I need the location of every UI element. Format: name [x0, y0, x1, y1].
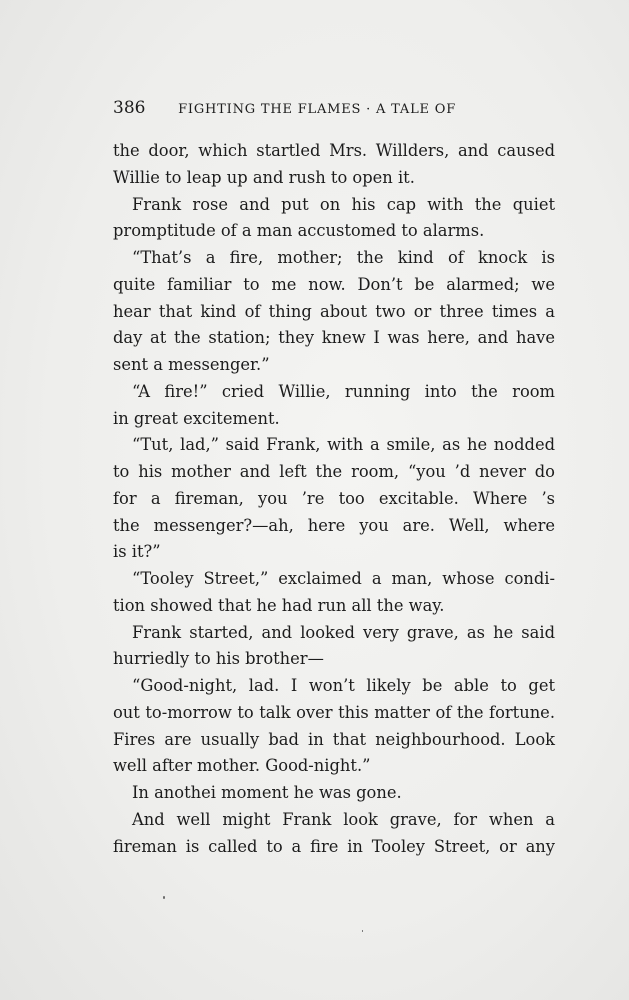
text-line: the messenger?—ah, here you are. Well, where	[113, 515, 555, 535]
text-line: day at the station; they knew I was here, and have	[113, 328, 555, 348]
text-line: hear that kind of thing about two or three times a	[113, 301, 555, 321]
text-line: fireman is called to a fire in Tooley Street, or any	[113, 836, 555, 856]
text-line: out to-morrow to talk over this matter of the fortune.	[113, 702, 555, 722]
text-line: “A fire!” cried Willie, running into the room	[132, 381, 555, 401]
text-line: promptitude of a man accustomed to alarms.	[113, 221, 485, 241]
paper-speck	[163, 896, 165, 899]
text-line: Frank rose and put on his cap with the quiet	[132, 194, 555, 214]
text-line: well after mother. Good-night.”	[113, 756, 371, 776]
text-line: “That’s a fire, mother; the kind of knock is	[132, 248, 555, 267]
text-line: sent a messenger.”	[113, 355, 270, 374]
text-line: for a fireman, you ’re too excitable. Where ’s	[113, 488, 555, 508]
body-text	[113, 138, 555, 860]
text-line: to his mother and left the room, “you ’d never do	[113, 462, 555, 481]
text-line: Willie to leap up and rush to open it.	[113, 167, 415, 187]
text-line: hurriedly to his brother—	[113, 649, 324, 669]
text-line: “Tooley Street,” exclaimed a man, whose condi-	[132, 569, 555, 588]
text-line: Frank started, and looked very grave, as he said	[132, 622, 555, 642]
text-line: the door, which startled Mrs. Willders, and caused	[113, 141, 555, 160]
text-line: tion showed that he had run all the way.	[113, 595, 445, 615]
text-line: “Good-night, lad. I won’t likely be able to get	[132, 676, 555, 695]
page-number: 386	[113, 98, 146, 118]
text-line: And well might Frank look grave, for when a	[132, 809, 555, 829]
text-line: in great excitement.	[113, 408, 280, 428]
text-line: In anothei moment he was gone.	[132, 783, 402, 802]
text-line: quite familiar to me now. Don’t be alarmed; we	[113, 274, 555, 294]
text-line: “Tut, lad,” said Frank, with a smile, as he nodded	[132, 435, 555, 455]
text-line: Fires are usually bad in that neighbourhood. Look	[113, 729, 555, 749]
paper-speck	[362, 930, 363, 932]
text-line: is it?”	[113, 542, 161, 562]
page-header	[113, 96, 563, 120]
running-head: FIGHTING THE FLAMES · A TALE OF	[178, 102, 457, 117]
